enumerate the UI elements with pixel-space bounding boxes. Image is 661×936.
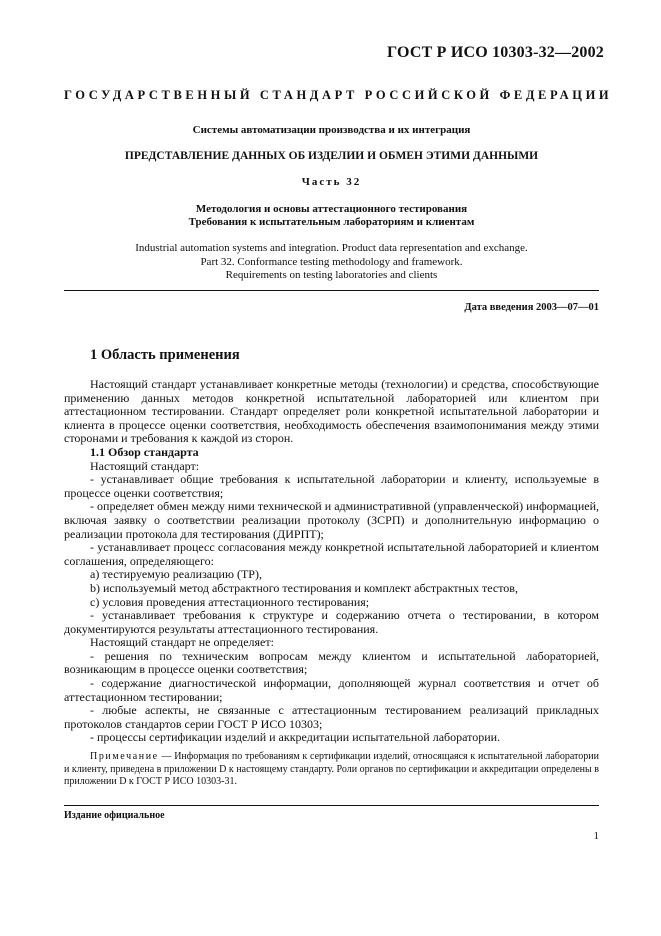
introduction-date: Дата введения 2003—07—01 [464,302,599,313]
list-item: - устанавливает требования к структуре и содержанию отчета о тестировании, в котором документируются результаты аттестационного тестирования. [64,608,599,636]
paragraph: Настоящий стандарт: [90,458,200,473]
paragraph: Настоящий стандарт устанавливает конкретные методы (технологии) и средства, способствующие применению данных методов конкретной испытательной лабораторией или клиентом при аттестационном тестировании. Стандарт определяет роли конкретной испытательной лаборатории и клиента в процессе оценки соответствия, необходимость обеспечения взаимопонимания между этими сторонами и требования к каждой из сторон. [64,377,599,446]
footer-divider [64,805,599,806]
list-item: - содержание диагностической информации, дополняющей журнал соответствия и отчет об аттестационном тестировании; [64,676,599,704]
subsection-heading: 1.1 Обзор стандарта [90,444,199,459]
english-title-line-3: Requirements on testing laboratories and clients [225,269,438,281]
subtitle-line-2: Требования к испытательным лабораториям и клиентам [188,216,475,228]
document-code: ГОСТ Р ИСО 10303-32—2002 [387,44,604,61]
list-item: - определяет обмен между ними технической и административной (управленческой) информацией, включая заявку о соответствии реализации протоколу (ЗСРП) и дополнительную информацию о реализации протокола для тестирования (ДИРПТ); [64,499,599,541]
list-item: c) условия проведения аттестационного тестирования; [90,594,370,609]
state-standard-title: ГОСУДАРСТВЕННЫЙ СТАНДАРТ РОССИЙСКОЙ ФЕДЕРАЦИИ [64,88,613,102]
list-item: - любые аспекты, не связанные с аттестационным тестированием реализаций прикладных протоколов стандартов серии ГОСТ Р ИСО 10303; [64,703,599,731]
list-item: - устанавливает общие требования к испытательной лаборатории и клиенту, используемые в процессе оценки соответствия; [64,472,599,500]
list-item: b) используемый метод абстрактного тестирования и комплект абстрактных тестов, [90,580,518,595]
title-divider [64,290,599,291]
list-item: - устанавливает процесс согласования между конкретной испытательной лабораторией и клиентом соглашения, определяющего: [64,540,599,568]
note-text: — Информация по требованиям к сертификации изделий, относящаяся к испытательной лаборатории и клиенту, приведена в приложении D к настоящему стандарту. Роли органов по сертификации и аккредитации определены в приложении D к ГОСТ Р ИСО 10303-31. [64,751,599,788]
section-body [64,378,599,745]
part-title: Часть 32 [301,176,362,188]
page-number: 1 [593,830,599,842]
note [64,751,599,789]
list-item: a) тестируемую реализацию (ТР), [90,567,262,582]
english-title-line-2: Part 32. Conformance testing methodology and framework. [200,255,463,268]
edition-label: Издание официальное [64,810,165,821]
list-item: - процессы сертификации изделий и аккредитации испытательной лаборатории. [90,730,501,745]
list-item: - решения по техническим вопросам между клиентом и испытательной лабораторией, возникающим в процессе оценки соответствия; [64,648,599,677]
note-label: Примечание [90,751,159,762]
main-title: ПРЕДСТАВЛЕНИЕ ДАННЫХ ОБ ИЗДЕЛИИ И ОБМЕН ЭТИМИ ДАННЫМИ [124,150,539,162]
subtitle-line-1: Методология и основы аттестационного тестирования [195,203,468,215]
paragraph: Настоящий стандарт не определяет: [90,635,274,650]
english-title-line-1: Industrial automation systems and integration. Product data representation and exchange. [135,242,528,254]
series-title: Системы автоматизации производства и их интеграция [192,124,471,136]
section-heading: 1 Область применения [90,347,240,363]
